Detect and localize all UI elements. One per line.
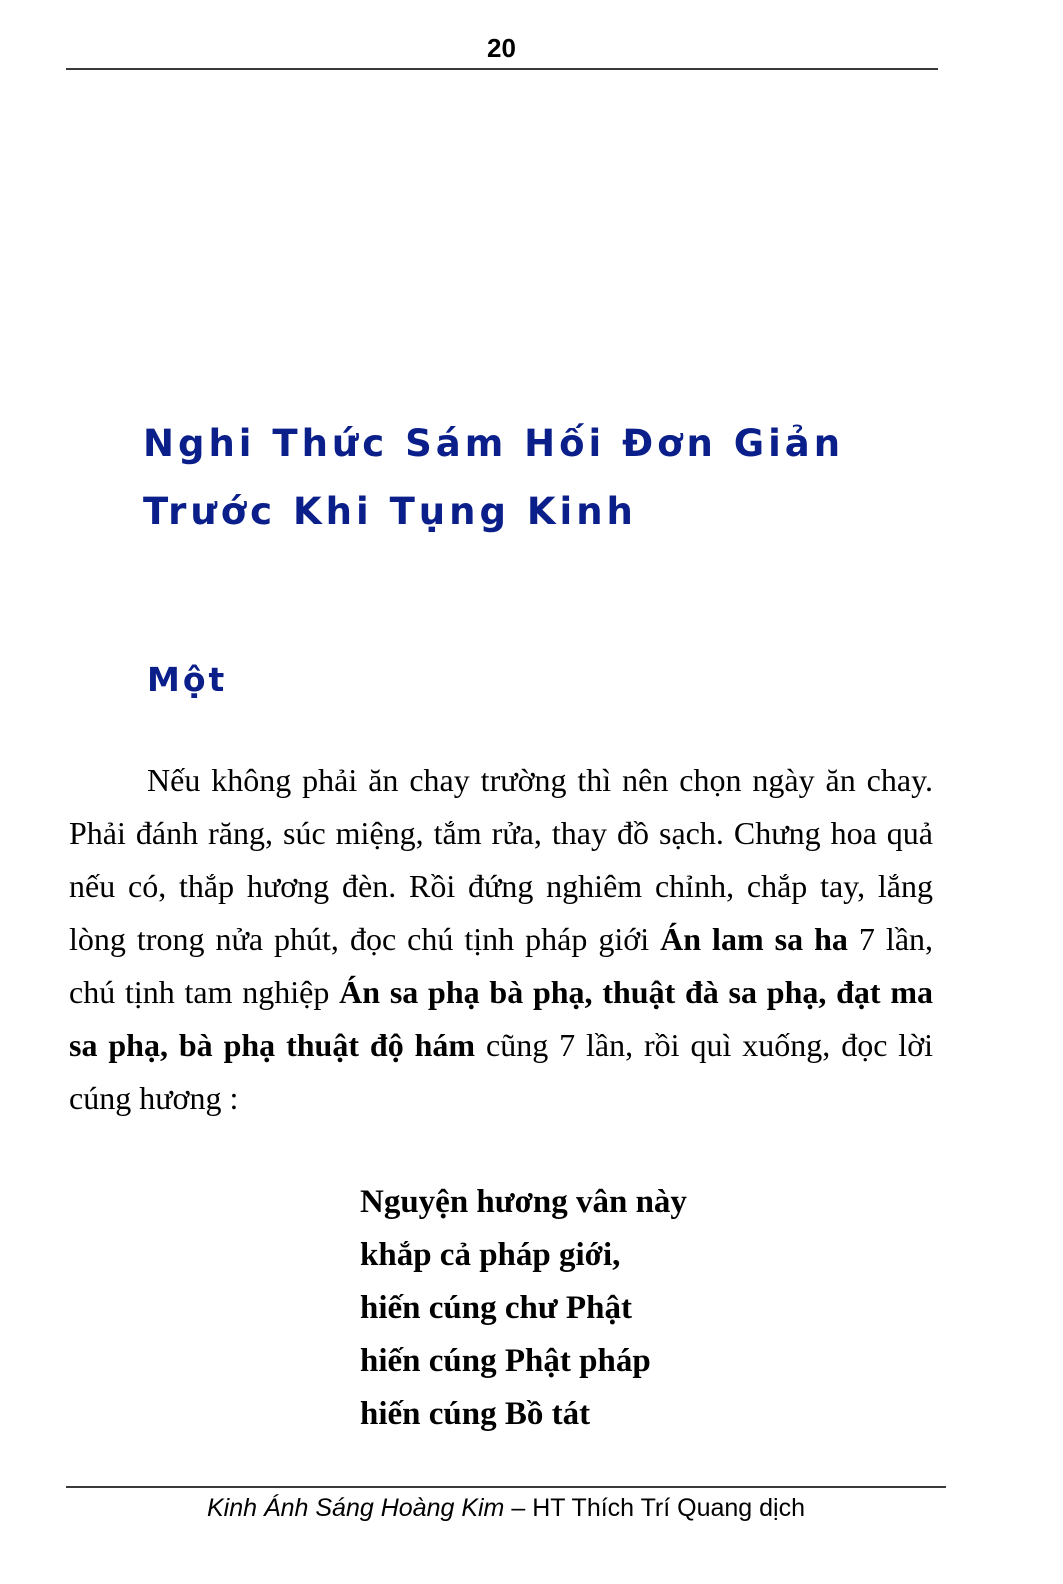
footer-translator: HT Thích Trí Quang dịch (532, 1494, 806, 1522)
header-divider (66, 68, 938, 70)
verse-line: hiến cúng Bồ tát (360, 1396, 591, 1432)
mantra-tinh-tam-nghiep: Án sa phạ bà phạ, thuật đà sa phạ, đạt ma sa phạ, bà phạ thuật độ hám (69, 974, 934, 1063)
footer-separator: – (504, 1494, 533, 1522)
paragraph-text-3: cũng 7 lần, rồi quì xuống, đọc lời cúng hương : (69, 1027, 934, 1116)
verse-line: hiến cúng chư Phật (360, 1290, 632, 1326)
mantra-tinh-phap-gioi: Án lam sa ha (660, 921, 848, 957)
verse-line: Nguyện hương vân này (360, 1184, 687, 1220)
footer-book-title: Kinh Ánh Sáng Hoàng Kim (206, 1494, 505, 1522)
body-paragraph (69, 754, 933, 1125)
paragraph-text-1: Nếu không phải ăn chay trường thì nên chọn ngày ăn chay. Phải đánh răng, súc miệng, tắm rửa, thay đồ sạch. Chưng hoa quả nếu có, thắp hương đèn. Rồi đứng nghiêm chỉnh, chắp tay, lắng lòng trong nửa phút, đọc chú tịnh pháp giới (69, 762, 933, 957)
page-number: 20 (487, 33, 516, 63)
page-footer (0, 1490, 1012, 1526)
chapter-title (143, 410, 943, 546)
chapter-title-line-1: Nghi Thức Sám Hối Đơn Giản (143, 422, 845, 465)
verse-line: hiến cúng Phật pháp (360, 1343, 651, 1379)
section-heading: Một (147, 660, 228, 699)
offering-verse (360, 1176, 687, 1441)
verse-line: khắp cả pháp giới, (360, 1237, 621, 1273)
paragraph-text-2: 7 lần, chú tịnh tam nghiệp (69, 921, 934, 1010)
chapter-title-line-2: Trước Khi Tụng Kinh (143, 490, 637, 533)
footer-divider (66, 1486, 946, 1488)
